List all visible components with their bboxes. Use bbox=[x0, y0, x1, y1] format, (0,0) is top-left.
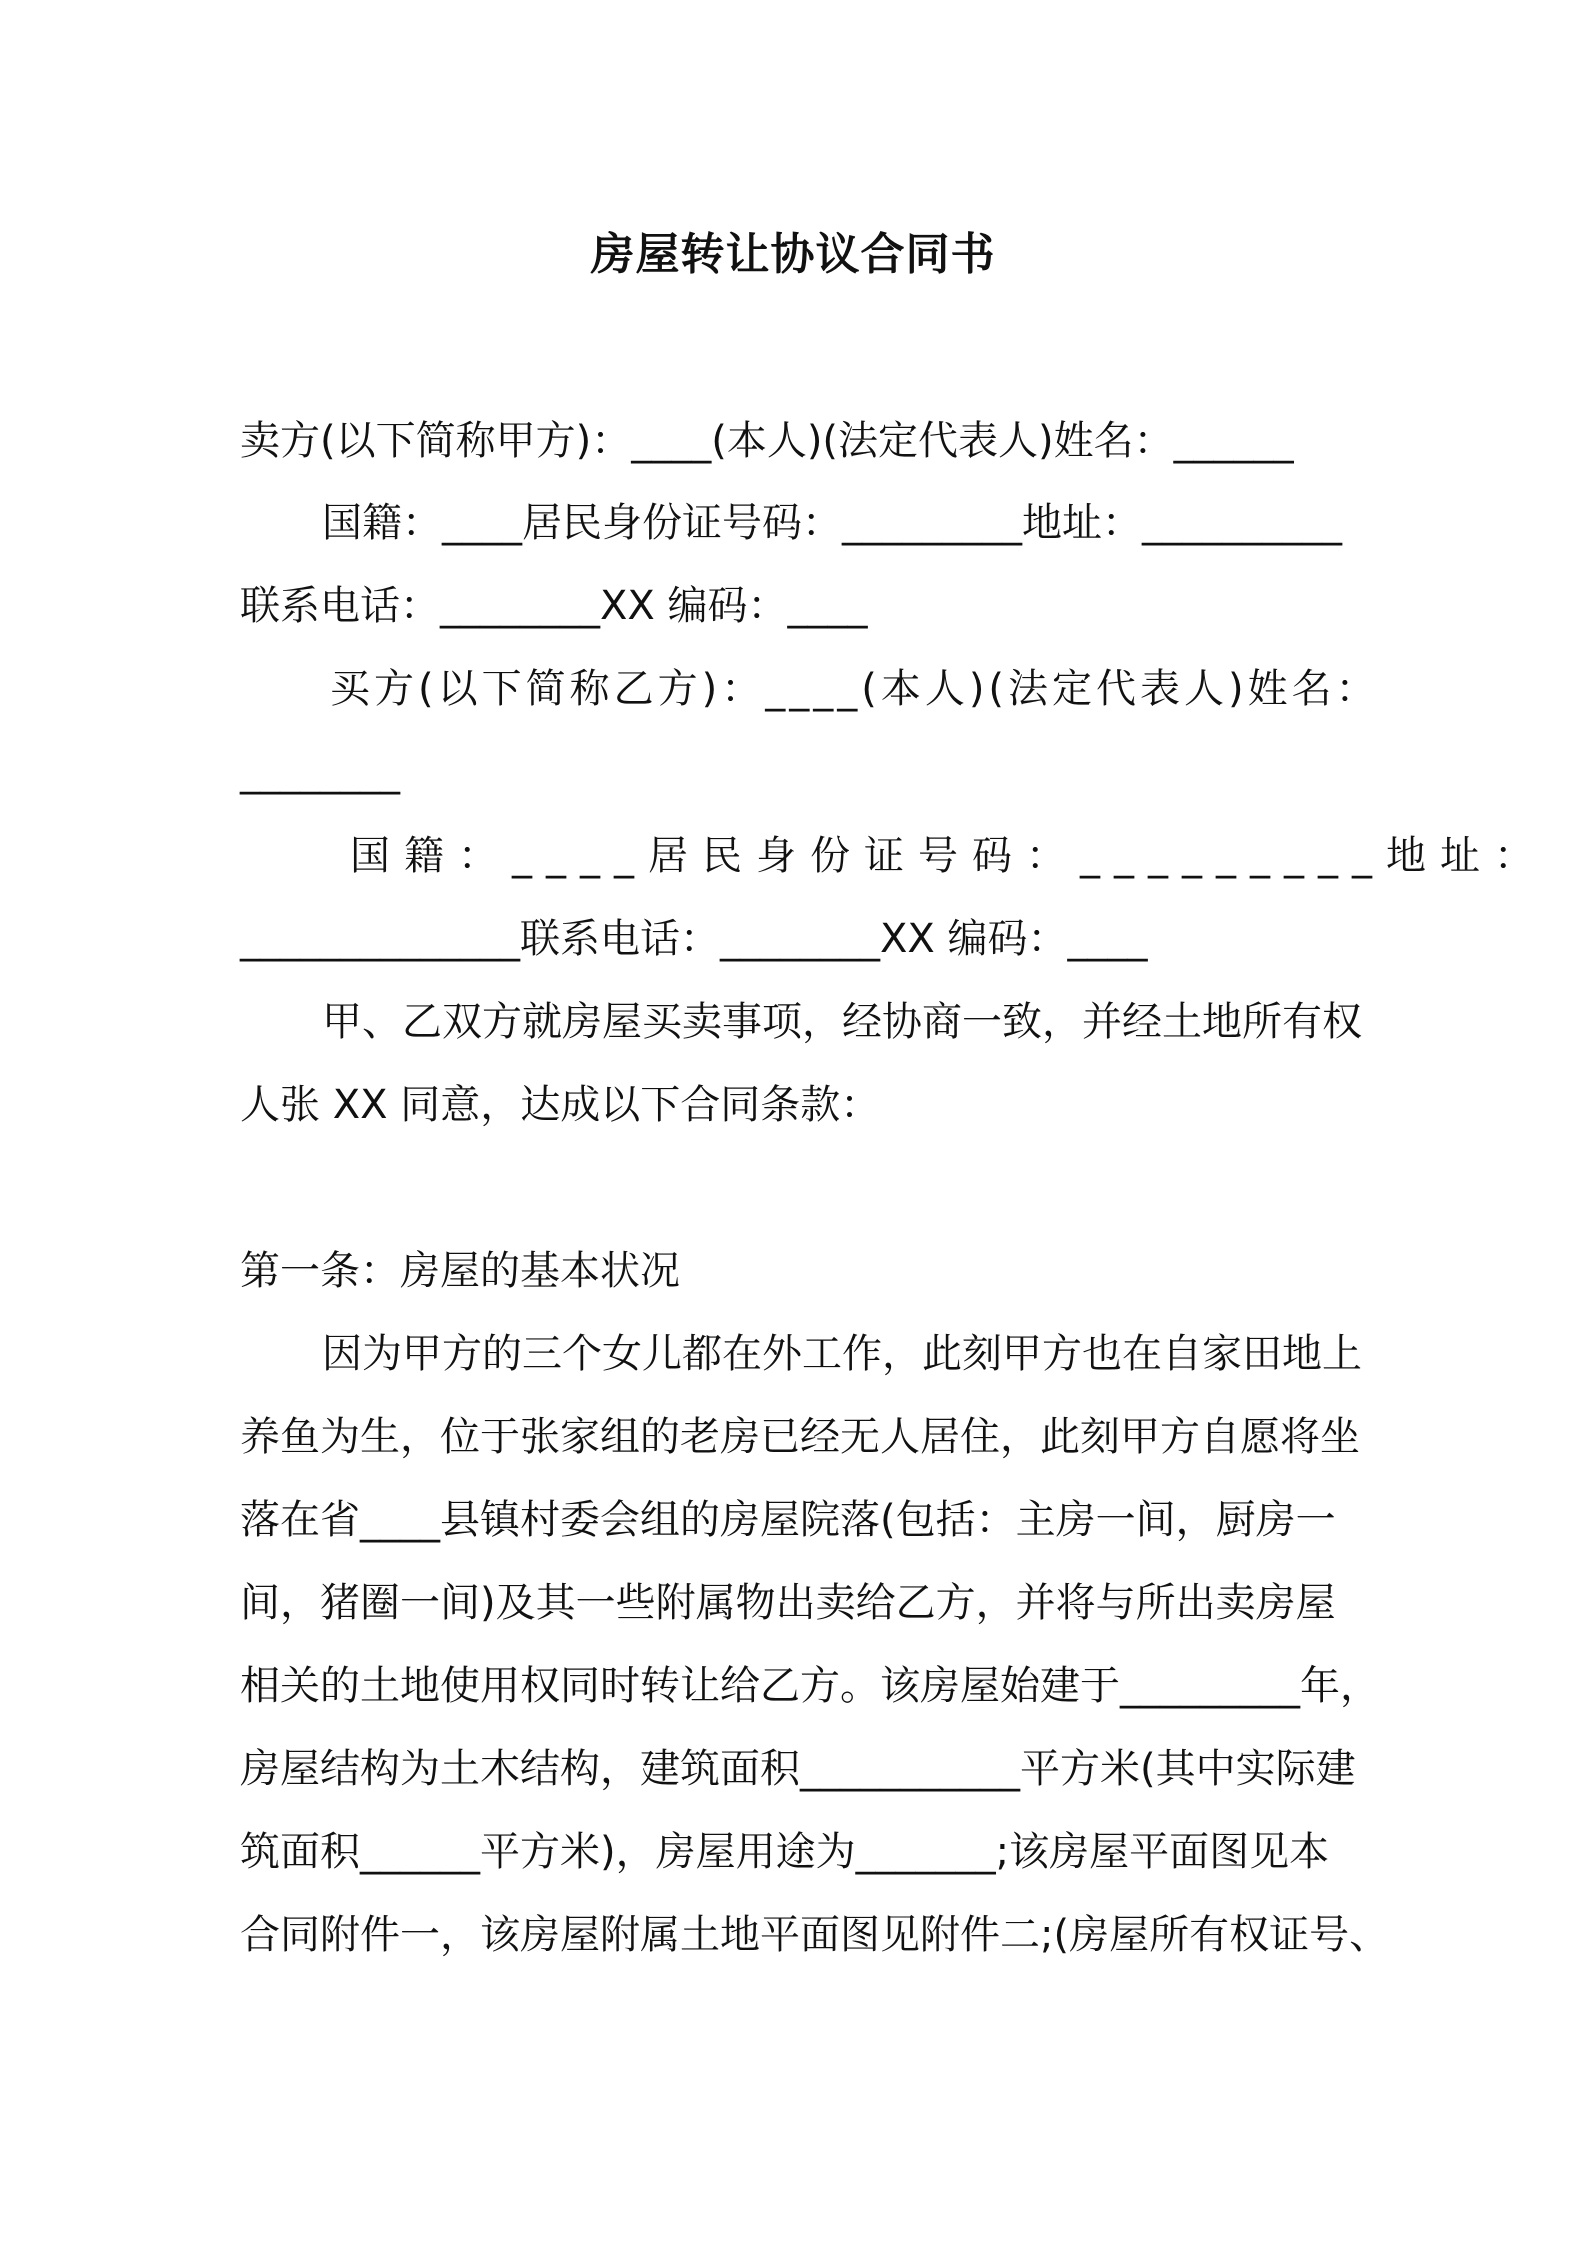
article-one-line-6: 房屋结构为土木结构，建筑面积___________平方米(其中实际建 bbox=[240, 1746, 1356, 1792]
intro-paragraph-line-1: 甲、乙双方就房屋买卖事项，经协商一致，并经土地所有权 bbox=[322, 999, 1362, 1045]
seller-name-line: 卖方(以下简称甲方)：____(本人)(法定代表人)姓名：______ bbox=[240, 418, 1294, 464]
article-one-heading: 第一条：房屋的基本状况 bbox=[240, 1248, 680, 1294]
article-one-line-2: 养鱼为生，位于张家组的老房已经无人居住，此刻甲方自愿将坐 bbox=[240, 1414, 1360, 1460]
seller-contact-line: 联系电话：________XX 编码：____ bbox=[240, 583, 868, 629]
article-one-line-3: 落在省____县镇村委会组的房屋院落(包括：主房一间，厨房一 bbox=[240, 1497, 1336, 1543]
buyer-contact-line: ______________联系电话：________XX 编码：____ bbox=[240, 916, 1148, 962]
intro-paragraph-line-2: 人张 XX 同意，达成以下合同条款： bbox=[240, 1082, 881, 1128]
document-title: 房屋转让协议合同书 bbox=[590, 229, 996, 280]
article-one-line-8: 合同附件一，该房屋附属土地平面图见附件二;(房屋所有权证号、 bbox=[240, 1912, 1390, 1958]
buyer-name-line: 买方(以下简称乙方)：____(本人)(法定代表人)姓名： bbox=[330, 666, 1380, 712]
buyer-id-line: 国籍：____居民身份证号码：_________地址： bbox=[350, 833, 1548, 879]
article-one-line-4: 间，猪圈一间)及其一些附属物出卖给乙方，并将与所出卖房屋 bbox=[240, 1580, 1336, 1626]
article-one-line-5: 相关的土地使用权同时转让给乙方。该房屋始建于_________年， bbox=[240, 1663, 1380, 1709]
article-one-line-1: 因为甲方的三个女儿都在外工作，此刻甲方也在自家田地上 bbox=[322, 1331, 1362, 1377]
seller-id-line: 国籍：____居民身份证号码：_________地址：__________ bbox=[322, 500, 1342, 546]
buyer-name-blank-line: ________ bbox=[240, 749, 400, 795]
article-one-line-7: 筑面积______平方米)，房屋用途为_______;该房屋平面图见本 bbox=[240, 1829, 1330, 1875]
